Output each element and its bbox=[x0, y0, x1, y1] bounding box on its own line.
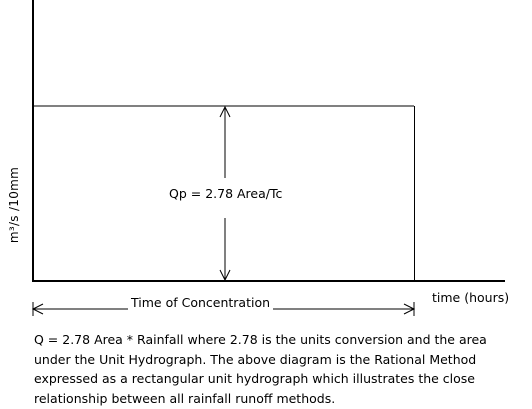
caption-line: expressed as a rectangular unit hydrograph which illustrates the close bbox=[34, 371, 475, 386]
caption bbox=[34, 330, 524, 408]
x-axis-label: time (hours) bbox=[432, 290, 510, 305]
caption-line: Q = 2.78 Area * Rainfall where 2.78 is the units conversion and the area bbox=[34, 332, 487, 347]
y-axis-label-box bbox=[4, 150, 24, 260]
duration-label: Time of Concentration bbox=[131, 295, 271, 310]
caption-line: under the Unit Hydrograph. The above diagram is the Rational Method bbox=[34, 351, 477, 367]
caption-line: relationship between all rainfall runoff methods. bbox=[34, 390, 336, 406]
y-axis-label: m³/s /10mm bbox=[7, 166, 21, 244]
peak-formula-label: Qp = 2.78 Area/Tc bbox=[169, 186, 283, 201]
